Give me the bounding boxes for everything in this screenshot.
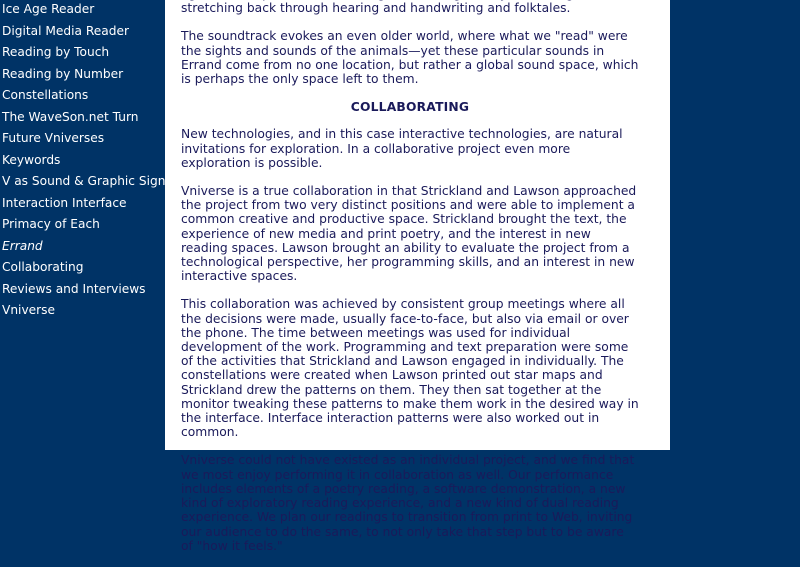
sidebar-link-the-waveson-net-turn[interactable]: The WaveSon.net Turn	[2, 109, 139, 124]
intro-fragment-paragraph: stretching back through hearing and handwriting and folktales.	[181, 1, 571, 16]
sidebar-link-keywords[interactable]: Keywords	[2, 152, 61, 167]
nav-list	[0, 0, 165, 322]
section-heading: COLLABORATING	[350, 100, 470, 115]
sidebar-link-interaction-interface[interactable]: Interaction Interface	[2, 195, 127, 210]
right-margin	[670, 0, 800, 450]
sidebar-link-v-as-sound-graphic-sign[interactable]: V as Sound & Graphic Sign	[2, 174, 166, 188]
sidebar-link-vniverse[interactable]: Vniverse	[2, 303, 56, 317]
sidebar-link-digital-media-reader[interactable]: Digital Media Reader	[2, 23, 130, 38]
paragraph-true-collaboration: Vniverse is a true collaboration in that Strickland and Lawson approached the project from two very distinct positions and were able to implement a common creative and productive space. Strickland brought the text, the experience of new media and print poetry, and the interest in new reading spaces. Lawson brought an ability to evaluate the project from a technological perspective, her programming skills, and an interest in new interactive spaces.	[181, 184, 637, 284]
sidebar-link-errand[interactable]: Errand	[2, 238, 43, 253]
paragraph-new-technologies: New technologies, and in this case interactive technologies, are natural invitations for exploration. In a collaborative project even more exploration is possible.	[181, 127, 623, 170]
sidebar-link-collaborating[interactable]: Collaborating	[2, 260, 84, 274]
soundtrack-paragraph: The soundtrack evokes an even older world, where what we "read" were the sights and sounds of the animals—yet these particular sounds in Errand come from no one location, but rather a global sound space, which is perhaps the only space left to them.	[181, 29, 639, 87]
sidebar-link-primacy-of-each[interactable]: Primacy of Each	[2, 217, 100, 231]
paragraph-individual-project: Vniverse could not have existed as an individual project, and we find that we most enjoy performing it in collaboration as well. Our performance includes elements of a poetry reading, a software demonstration, a new kind of exploratory reading experience, and a new kind of dual reading experience. We plan our readings to transition from print to Web, inviting our audience to do the same, to not only take that step but to be aware of "how it feels."	[181, 453, 635, 553]
sidebar-link-reviews-and-interviews[interactable]: Reviews and Interviews	[2, 281, 146, 296]
sidebar-link-reading-by-touch[interactable]: Reading by Touch	[2, 45, 110, 59]
sidebar-link-ice-age-reader[interactable]: Ice Age Reader	[2, 2, 95, 16]
article-body	[181, 0, 639, 567]
main-content	[165, 0, 670, 553]
paragraph-group-meetings: This collaboration was achieved by consistent group meetings where all the decisions were made, usually face-to-face, but also via email or over the phone. The time between meetings was used for individual development of the work. Programming and text preparation were some of the activities that Strickland and Lawson engaged in individually. The constellations were created when Lawson printed out star maps and Strickland drew the patterns on them. They then sat together at the monitor tweaking these patterns to make them work in the desired way in the interface. Interface interaction patterns were also worked out in common.	[181, 297, 639, 440]
sidebar-link-reading-by-number[interactable]: Reading by Number	[2, 66, 124, 81]
sidebar-link-future-vniverses[interactable]: Future Vniverses	[2, 131, 105, 145]
sidebar-nav	[0, 0, 165, 450]
sidebar-link-constellations[interactable]: Constellations	[2, 88, 89, 102]
